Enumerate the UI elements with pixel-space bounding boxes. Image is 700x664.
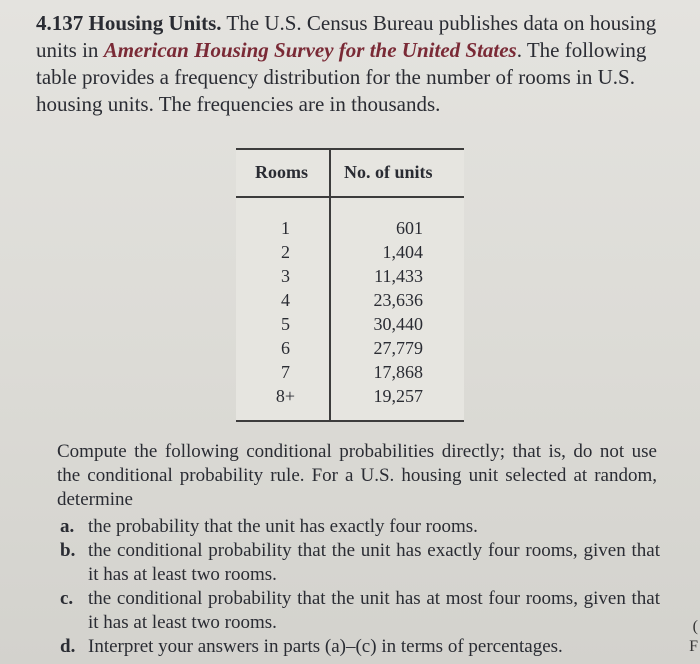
units-cell: 17,868 [373,362,423,382]
rooms-cell: 1 [281,218,290,238]
table-header [236,150,464,198]
part-letter: b. [60,540,76,561]
part-a [60,515,660,539]
part-text: the conditional probability that the unit has exactly four rooms, given that it has at least two rooms. [88,540,660,585]
rooms-cell: 7 [281,362,290,382]
units-cell: 1,404 [382,242,423,262]
problem-number: 4.137 [36,11,84,35]
header-rooms: Rooms [255,162,308,182]
instructions: Compute the following conditional probabilities directly; that is, do not use the conditional probability rule. For a U.S. housing unit selected at random, determine [57,441,657,510]
problem-text-rest: . The following table provides a frequency distribution for the number of rooms in U.S. housing units. The frequencies are in thousands. [36,38,647,116]
part-letter: c. [60,588,74,609]
units-cell: 30,440 [373,314,423,334]
part-text: the probability that the unit has exactly four rooms. [88,516,478,537]
rooms-cell: 8+ [275,386,296,406]
rooms-cell: 2 [281,242,290,262]
rooms-cell: 5 [281,314,290,334]
part-c [60,587,660,635]
edge-letter-fragment: F [689,638,698,655]
part-letter: a. [60,516,75,537]
units-cell: 19,257 [373,386,423,406]
units-column [331,216,423,408]
question-parts [60,515,660,659]
part-d [60,635,660,659]
units-cell: 11,433 [374,266,423,286]
frequency-table [236,148,464,422]
rooms-cell: 3 [281,266,290,286]
part-letter: d. [60,636,76,657]
edge-paren-fragment: ( [692,618,698,635]
part-text: the conditional probability that the unit has at most four rooms, given that it has at least two rooms. [88,588,660,633]
problem-title: Housing Units. [88,11,222,35]
part-b [60,539,660,587]
problem-text-intro: The U.S. Census Bureau publishes data on housing units in [36,11,657,62]
rooms-cell: 4 [281,290,290,310]
header-units: No. of units [344,162,433,182]
rooms-cell: 6 [281,338,290,358]
problem-statement [36,10,676,118]
source-title: American Housing Survey for the United States [103,38,517,62]
units-cell: 27,779 [373,338,423,358]
rooms-column [236,216,329,408]
units-cell: 23,636 [373,290,423,310]
units-cell: 601 [396,218,423,238]
part-text: Interpret your answers in parts (a)–(c) in terms of percentages. [88,636,563,657]
